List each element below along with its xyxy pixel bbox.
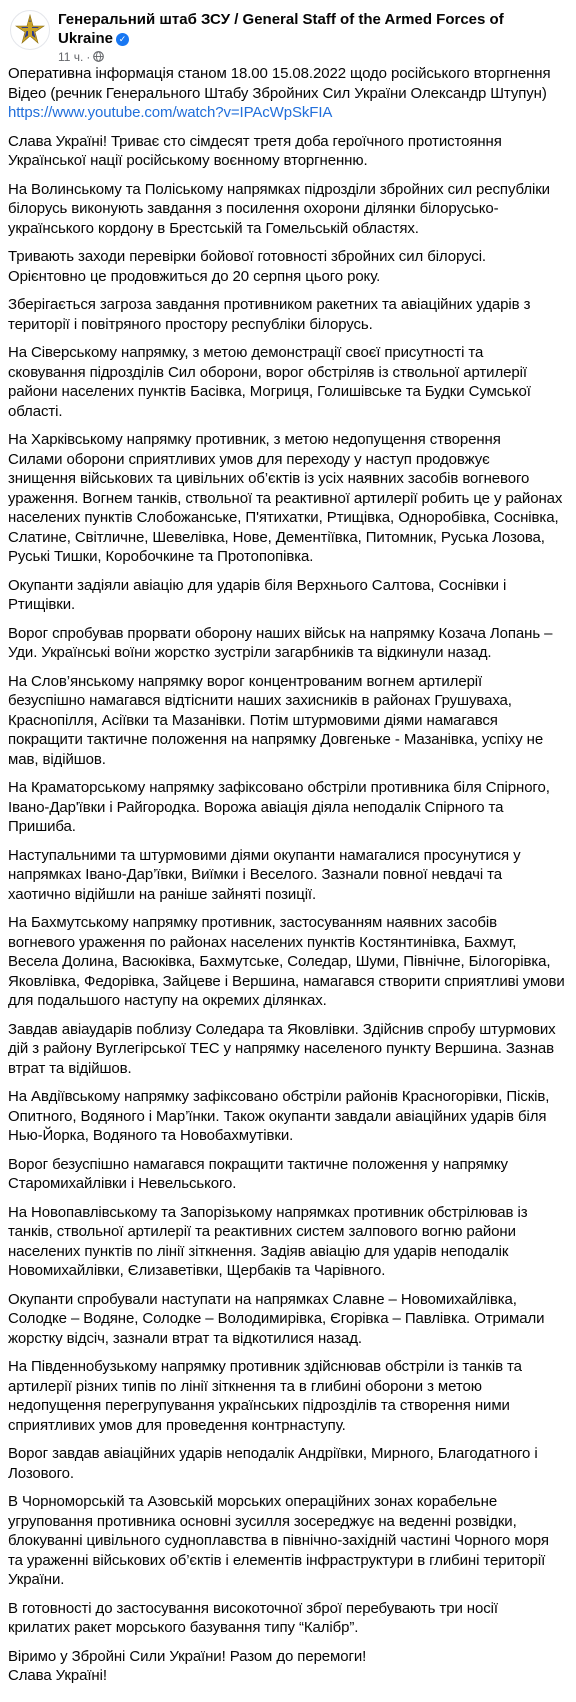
post-paragraph: Завдав авіаударів поблизу Соледара та Яковлівки. Здійснив спробу штурмових дій з району Вуглегірської ТЕС у напрямку населеного пункту Вершина. Зазнав втрат та відійшов. — [8, 1020, 556, 1077]
page-avatar[interactable] — [10, 10, 50, 50]
youtube-video-link[interactable]: https://www.youtube.com/watch?v=IPAcWpSkFIA — [8, 104, 333, 121]
post-paragraph: Слава Україні! Триває сто сімдесят третя доба героїчного протистояння Української нації російському воєнному вторгненню. — [8, 132, 502, 169]
author-name[interactable]: Генеральний штаб ЗСУ / General Staff of the Armed Forces of Ukraine — [58, 11, 504, 47]
post-paragraph: На Волинському та Поліському напрямках підрозділи збройних сил республіки білорусь виконують завдання з посилення охорони ділянки білорусько- українського кордону в Брестській та Гомельській областях. — [8, 180, 550, 237]
post-closing: Віримо у Збройні Сили України! Разом до перемоги! Слава Україні! — [8, 1647, 367, 1684]
post-paragraph: Окупанти задіяли авіацію для ударів біля Верхнього Салтова, Соснівки і Ртищівки. — [8, 576, 507, 613]
post-paragraph: На Бахмутському напрямку противник, застосуванням наявних засобів вогневого ураження по районах населених пунктів Костянтинівка, Бахмут, Весела Долина, Васюківка, Бахмутське, Соледар, Шуми, Північне, Білогорівка, Яковлівка, Федорівка, Зайцеве і Вершина, намагався створити сприятливі умови для подальшого наступу на окремих ділянках. — [8, 914, 565, 1009]
author-block — [58, 10, 558, 65]
author-name-link[interactable] — [58, 10, 558, 48]
post-paragraph: В Чорноморській та Азовській морських операційних зонах корабельне угруповання противника основні зусилля зосереджує на веденні розвідки, блокуванні цивільного судноплавства в північно-західній частині Чорного моря та ураженні військових об’єктів і елементів інфраструктури в глибині території України. — [8, 1493, 549, 1588]
globe-icon[interactable] — [93, 51, 104, 62]
post-paragraph: На Новопавлівському та Запорізькому напрямках противник обстрілював із танків, ствольної артилерії та реактивних систем залпового вогню райони населених пунктів по лінії зіткнення. Задіяв авіацію для ударів неподалік Новомихайлівки, Єлизаветівки, Щербаків та Чарівного. — [8, 1203, 528, 1279]
post-paragraph: Ворог безуспішно намагався покращити тактичне положення у напрямку Старомихайлівки і Невельського. — [8, 1155, 508, 1192]
post-body — [8, 64, 568, 1695]
post-paragraph: На Краматорському напрямку зафіксовано обстріли противника біля Спірного, Івано-Дар'ївки і Райгородка. Ворожа авіація діяла неподалік Спірного та Пришиба. — [8, 779, 550, 835]
intro-line-2: Відео (речник Генерального Штабу Збройних Сил України Олександр Штупун) — [8, 84, 547, 102]
post-paragraph: На Слов’янському напрямку ворог концентрованим вогнем артилерії безуспішно намагався відтіснити наших захисників в районах Грушуваха, Краснопілля, Асіївки та Мазанівки. Потім штурмовими діями намагався покращити тактичне положення на напрямку Довгеньке - Мазанівка, успіху не мав, відійшов. — [8, 672, 544, 768]
post-paragraph: На Авдіївському напрямку зафіксовано обстріли районів Красногорівки, Пісків, Опитного, Водяного і Мар’їнки. Також окупанти завдали авіаційних ударів біля Нью-Йорка, Водяного та Новобахмутівки. — [8, 1088, 550, 1144]
post-meta — [58, 49, 558, 65]
post-header — [6, 10, 570, 70]
post-paragraph: На Харківському напрямку противник, з метою недопущення створення Силами оборони сприятливих умов для переходу у наступ продовжує знищення військових та цивільних об’єктів із усіх наявних засобів вогневого ураження. Вогнем танків, ствольної та реактивної артилерії робить це у районах населених пунктів Слобожанське, П'ятихатки, Ртищівка, Одноробівка, Соснівка, Слатине, Світличне, Шевелівка, Нове, Дементіївка, Питомник, Руська Лозова, Руські Тишки, Коробочкине та Протопопівка. — [8, 431, 563, 565]
post-paragraph: На Південнобузькому напрямку противник здійснював обстріли із танків та артилерії різних типів по лінії зіткнення та в глибині оборони з метою недопущення перегрупування українських підрозділів та створення ними сприятливих умов для проведення контрнаступу. — [8, 1358, 522, 1434]
post-timestamp[interactable]: 11 ч. — [58, 50, 84, 64]
verified-badge-icon: ✓ — [116, 33, 129, 46]
meta-separator: · — [86, 50, 91, 64]
post-paragraph: Наступальними та штурмовими діями окупанти намагалися просунутися у напрямках Івано-Дар’ївки, Виїмки і Веселого. Зазнали повної невдачі та хаотично відійшли на раніше зайняті позиції. — [8, 846, 521, 903]
post-paragraph: Тривають заходи перевірки бойової готовності збройних сил білорусі. Орієнтовно це продовжиться до 20 серпня цього року. — [8, 248, 487, 285]
intro-line-1: Оперативна інформація станом 18.00 15.08.2022 щодо російського вторгнення — [8, 65, 551, 82]
post-paragraph: Ворог завдав авіаційних ударів неподалік Андріївки, Мирного, Благодатного і Лозового. — [8, 1445, 538, 1482]
post-paragraph: Ворог спробував прорвати оборону наших військ на напрямку Козача Лопань – Уди. Українські воїни жорстко зустріли загарбників та відкинули назад. — [8, 624, 553, 661]
post-paragraph: В готовності до застосування високоточної зброї перебувають три носії крилатих ракет морського базування типу “Калібр”. — [8, 1599, 498, 1636]
general-staff-emblem-icon — [11, 11, 49, 49]
post-paragraph: Зберігається загроза завдання противником ракетних та авіаційних ударів з території і повітряного простору республіки білорусь. — [8, 296, 531, 333]
post-paragraph: Окупанти спробували наступати на напрямках Славне – Новомихайлівка, Солодке – Водяне, Солодке – Володимирівка, Єгорівка – Павлівка. Отримали жорстку відсіч, зазнали втрат та відкотилися назад. — [8, 1290, 545, 1347]
post-intro — [8, 64, 568, 123]
post-paragraph: На Сіверському напрямку, з метою демонстрації своєї присутності та сковування підрозділів Сил оборони, ворог обстріляв із ствольної артилерії райони населених пунктів Басівка, Могриця, Голишівське та Будки Сумської області. — [8, 344, 531, 420]
